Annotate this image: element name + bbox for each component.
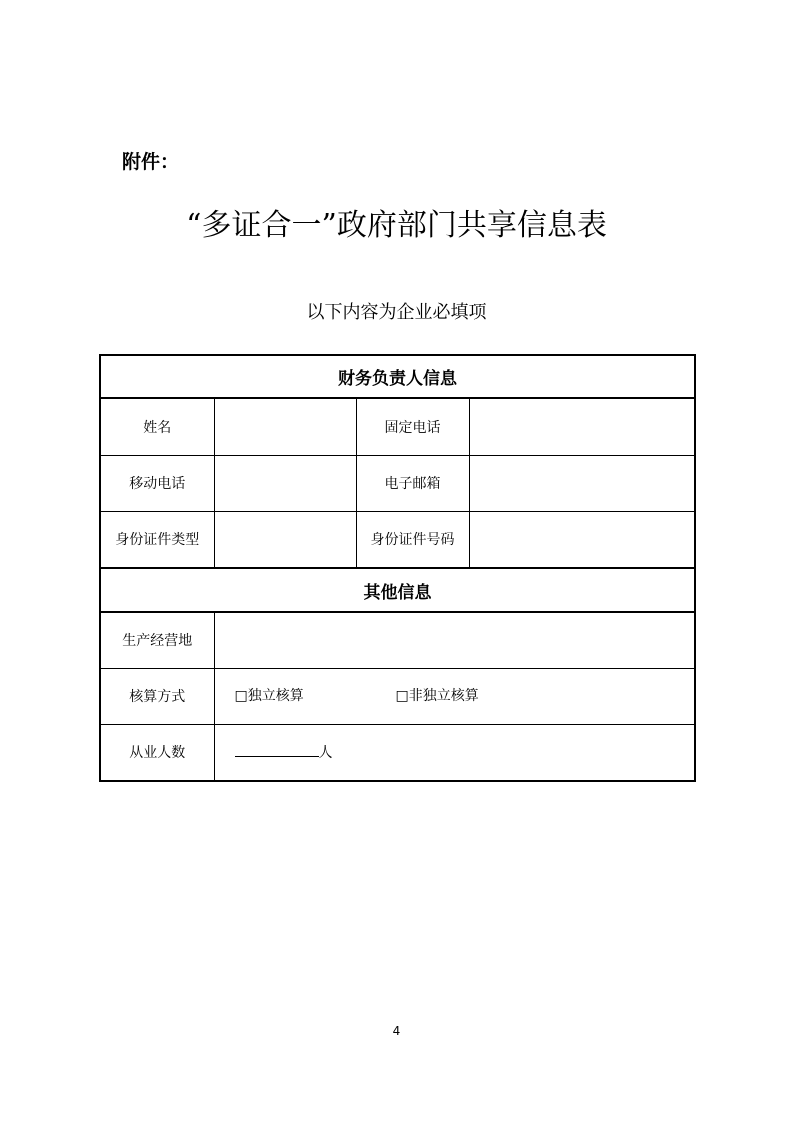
table-row	[100, 668, 695, 724]
business-location-value-cell	[214, 612, 695, 668]
other-section-row	[100, 568, 695, 612]
accounting-options-cell	[214, 668, 695, 724]
finance-section-header: 财务负责人信息	[100, 355, 695, 398]
other-section-header: 其他信息	[100, 568, 695, 612]
employee-count-label: 从业人数	[100, 724, 214, 781]
page-number: 4	[392, 1024, 401, 1038]
landline-value-cell	[469, 398, 695, 455]
table-row	[100, 398, 695, 455]
id-type-label: 身份证件类型	[100, 511, 214, 568]
name-label: 姓名	[100, 398, 214, 455]
employee-count-blank-line	[235, 742, 319, 757]
independent-accounting-option: □独立核算	[234, 688, 304, 704]
mobile-value-cell	[214, 455, 356, 511]
employee-count-unit: 人	[318, 745, 333, 762]
shared-info-table	[99, 354, 696, 782]
id-number-label: 身份证件号码	[356, 511, 469, 568]
landline-label: 固定电话	[356, 398, 469, 455]
id-number-value-cell	[469, 511, 695, 568]
email-value-cell	[469, 455, 695, 511]
email-label: 电子邮箱	[356, 455, 469, 511]
table-row	[100, 612, 695, 668]
business-location-label: 生产经营地	[100, 612, 214, 668]
mobile-label: 移动电话	[100, 455, 214, 511]
non-independent-accounting-option: □非独立核算	[395, 688, 479, 704]
accounting-method-label: 核算方式	[100, 668, 214, 724]
finance-section-row	[100, 355, 695, 398]
table-row	[100, 511, 695, 568]
name-value-cell	[214, 398, 356, 455]
employee-count-cell	[214, 724, 695, 781]
document-title: “多证合一”政府部门共享信息表	[186, 208, 607, 243]
table-row	[100, 724, 695, 781]
table-row	[100, 455, 695, 511]
required-fields-note: 以下内容为企业必填项	[306, 302, 487, 323]
attachment-label: 附件：	[122, 151, 180, 173]
id-type-value-cell	[214, 511, 356, 568]
